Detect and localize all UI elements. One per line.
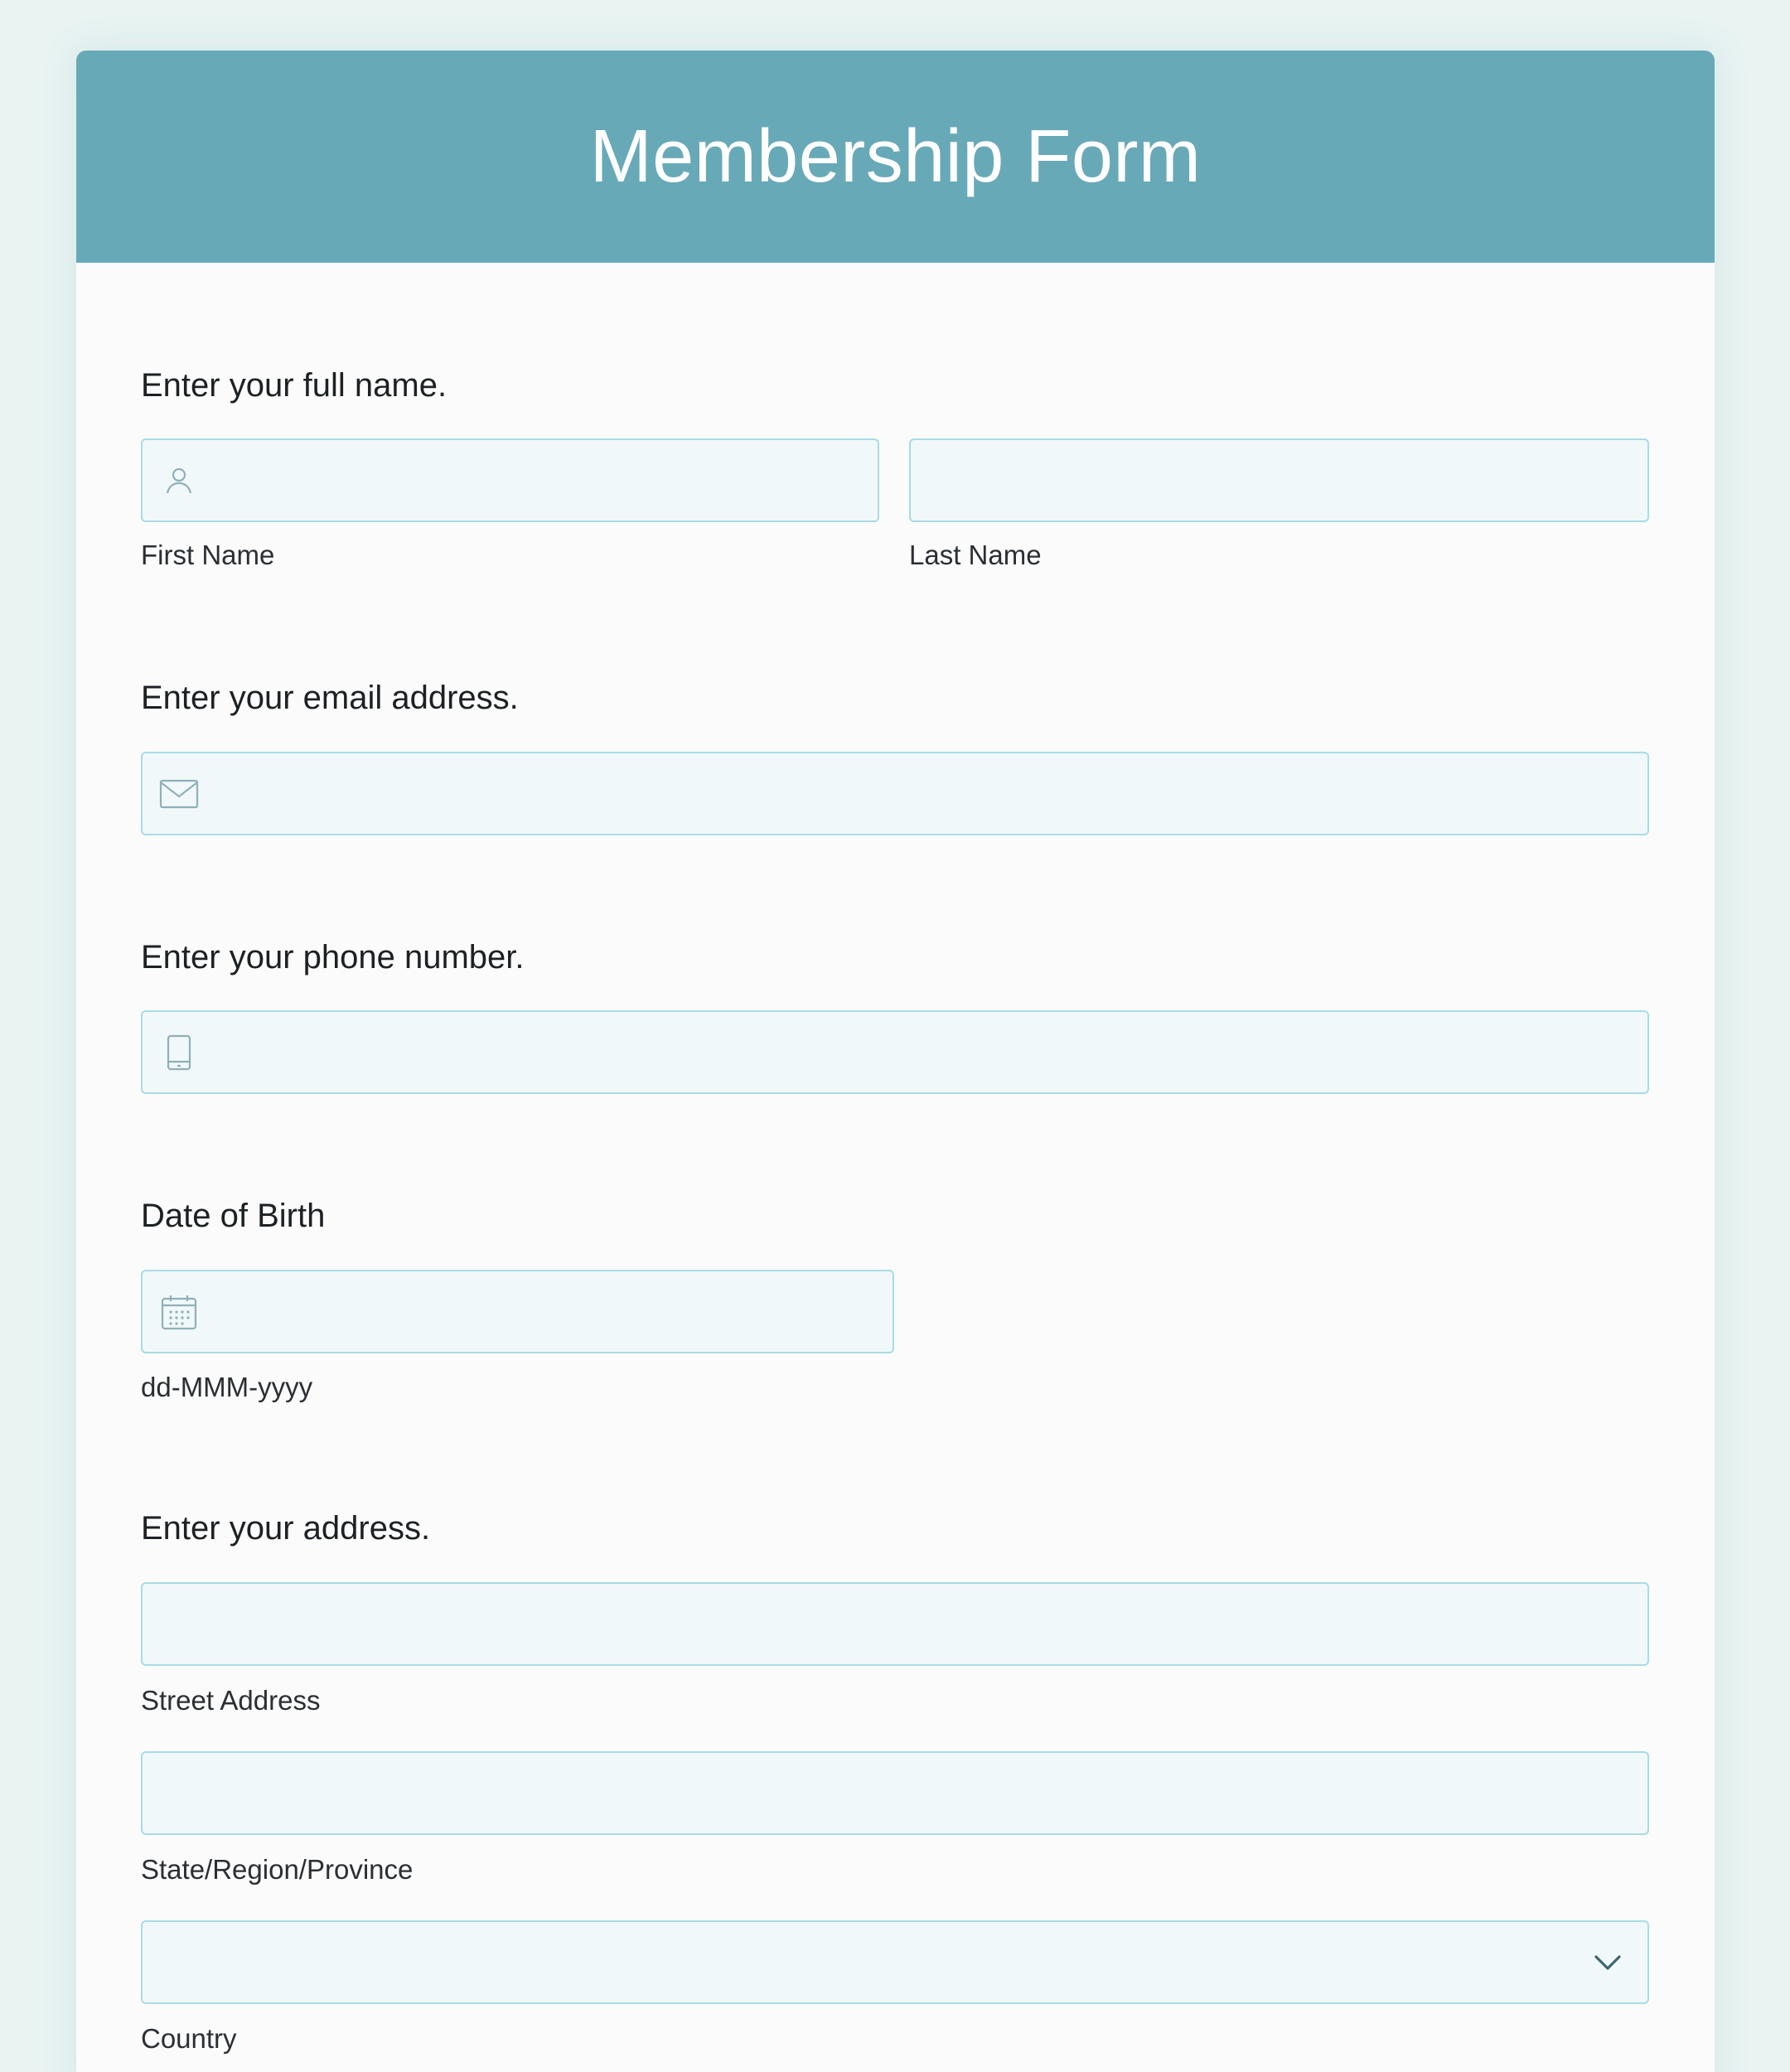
address-question: Enter your address. — [141, 1510, 431, 1547]
email-question: Enter your email address. — [141, 680, 519, 716]
country-select[interactable] — [141, 1920, 1649, 2004]
first-name-input[interactable] — [209, 440, 861, 520]
last-name-field[interactable] — [909, 438, 1649, 522]
form-header — [76, 51, 1715, 263]
form-card — [76, 51, 1715, 2072]
street-address-input[interactable] — [162, 1584, 1631, 1664]
email-input[interactable] — [209, 753, 1631, 834]
first-name-field[interactable] — [141, 438, 879, 522]
state-field[interactable] — [141, 1751, 1649, 1835]
dob-format-hint: dd-MMM-yyyy — [141, 1372, 313, 1402]
email-field[interactable] — [141, 752, 1649, 835]
form-title: Membership Form — [589, 114, 1202, 198]
form-body — [76, 263, 1715, 2072]
dob-field[interactable] — [141, 1270, 894, 1353]
state-label: State/Region/Province — [141, 1854, 414, 1885]
phone-field[interactable] — [141, 1010, 1649, 1094]
street-address-field[interactable] — [141, 1582, 1649, 1666]
last-name-input[interactable] — [931, 440, 1631, 520]
chevron-down-icon[interactable] — [1591, 1946, 1624, 1979]
street-address-label: Street Address — [141, 1685, 321, 1716]
calendar-icon — [159, 1292, 199, 1332]
phone-icon — [159, 1033, 199, 1072]
person-icon — [159, 461, 199, 501]
state-input[interactable] — [162, 1753, 1631, 1833]
dob-question: Date of Birth — [141, 1198, 326, 1234]
dob-input[interactable] — [209, 1271, 876, 1352]
phone-input[interactable] — [209, 1012, 1631, 1092]
last-name-label: Last Name — [909, 540, 1042, 570]
country-label: Country — [141, 2023, 237, 2054]
name-question: Enter your full name. — [141, 367, 448, 404]
envelope-icon — [159, 774, 199, 814]
phone-question: Enter your phone number. — [141, 939, 525, 975]
first-name-label: First Name — [141, 540, 275, 570]
